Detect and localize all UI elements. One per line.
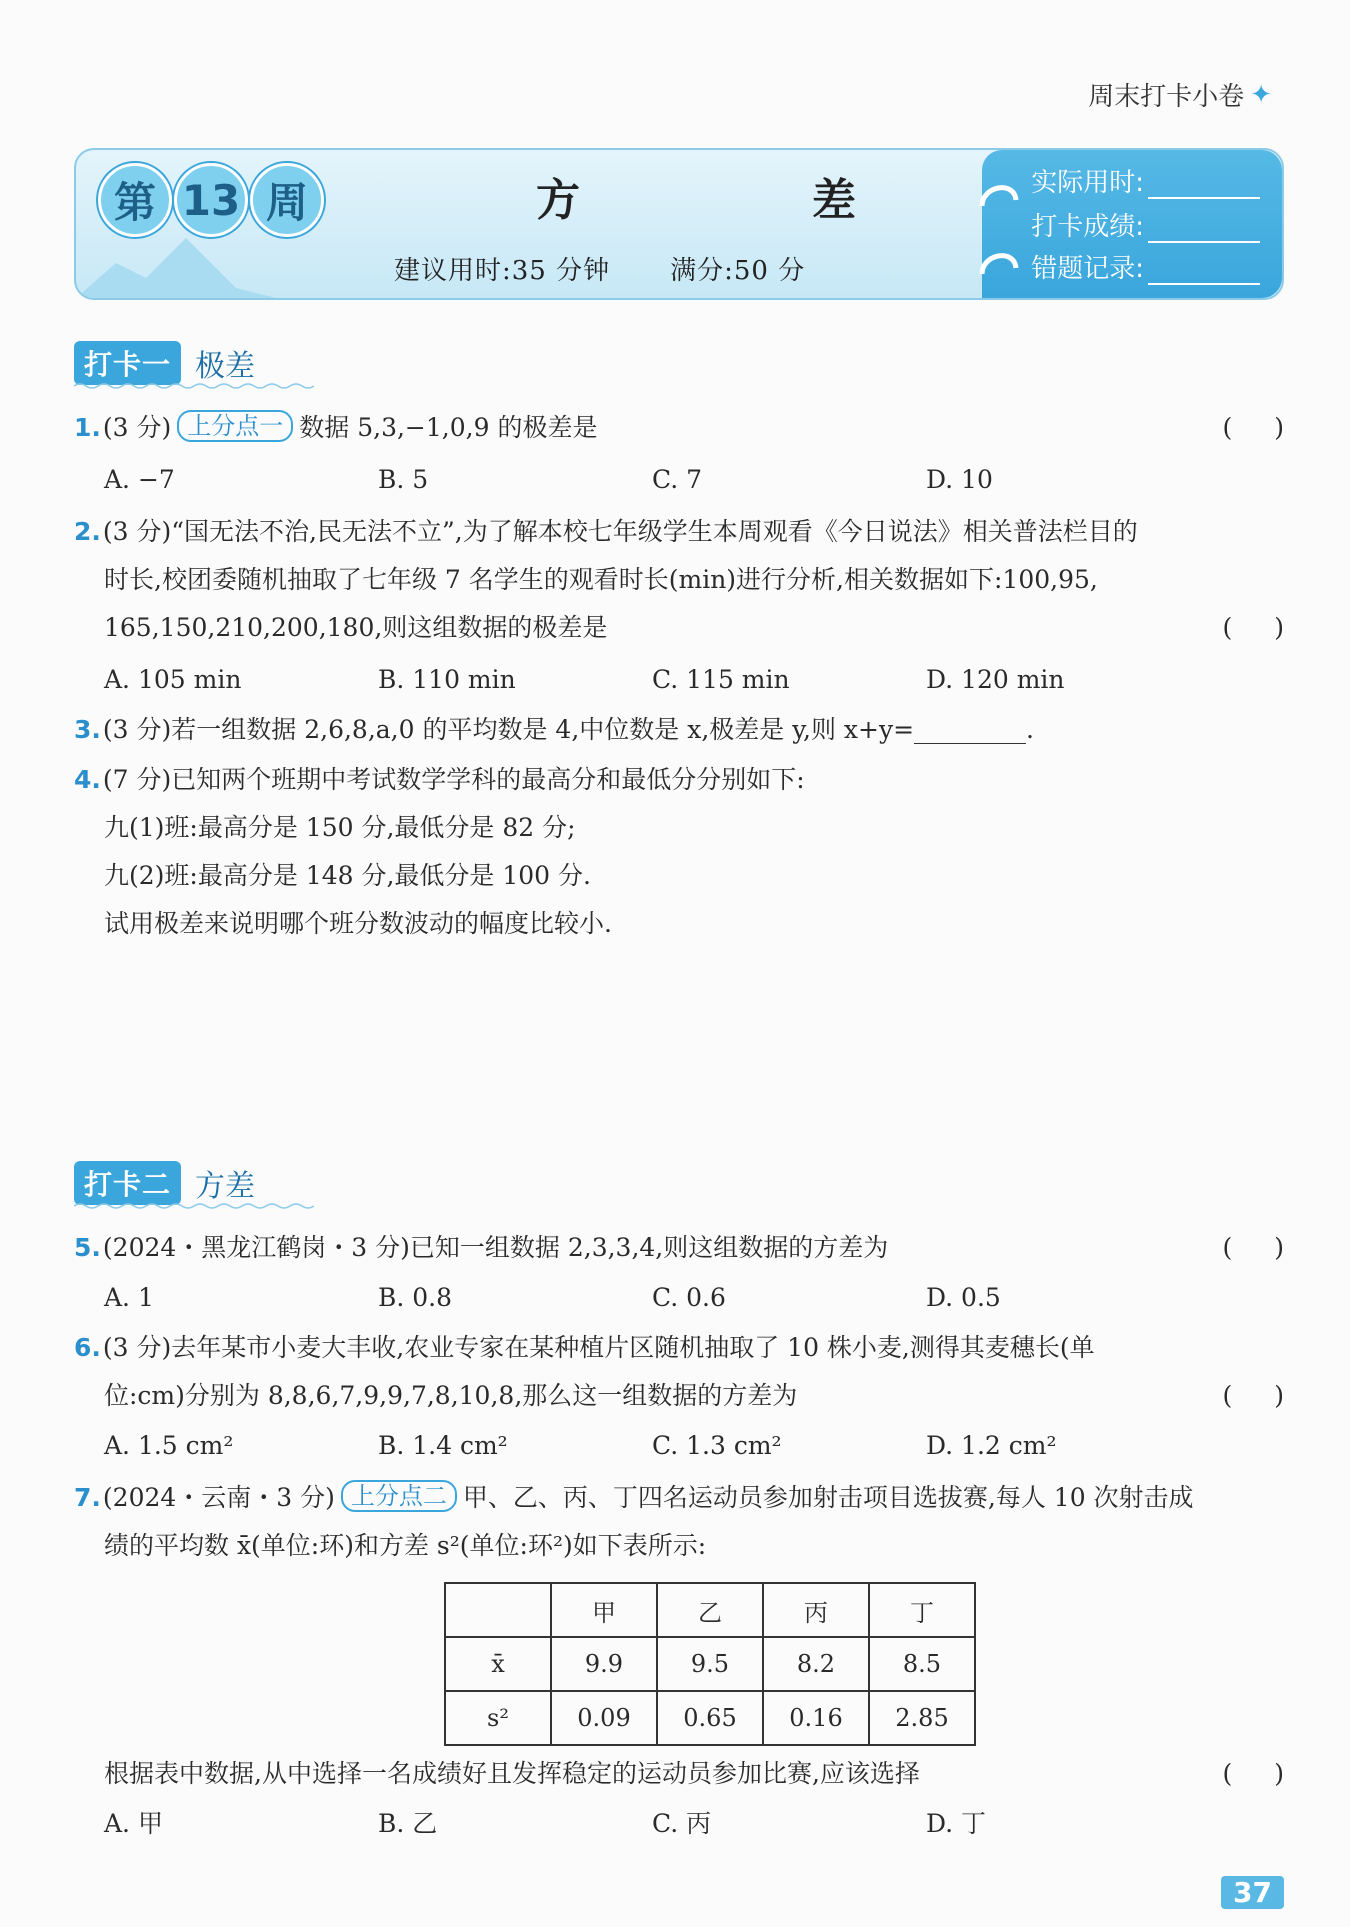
table-cell: 乙 — [657, 1583, 763, 1637]
table-cell: 甲 — [551, 1583, 657, 1637]
table-cell: 0.65 — [657, 1691, 763, 1745]
question-number: 3. — [74, 715, 101, 744]
option-b[interactable]: B. 5 — [378, 465, 429, 494]
wave-divider — [74, 382, 314, 390]
question-number: 2. — [74, 517, 101, 546]
options-q6 — [104, 1422, 1204, 1470]
table-cell: 9.9 — [551, 1637, 657, 1691]
table-cell: s² — [445, 1691, 551, 1745]
option-d[interactable]: D. 120 min — [926, 665, 1065, 694]
week-badge — [98, 160, 324, 240]
errors-line[interactable] — [1148, 261, 1260, 285]
title-left: 方 — [536, 175, 580, 226]
option-c[interactable]: C. 丙 — [652, 1809, 712, 1838]
section-name: 方差 — [195, 1169, 256, 1204]
full-score: 满分:50 分 — [670, 256, 806, 286]
question-text-line3: 165,150,210,200,180,则这组数据的极差是 — [104, 613, 608, 642]
table-cell: 丁 — [869, 1583, 975, 1637]
question-text-line2: 位:cm)分别为 8,8,6,7,9,9,7,8,10,8,那么这一组数据的方差为 — [104, 1381, 798, 1410]
errors-field[interactable] — [1031, 248, 1260, 285]
question-score: (2024・云南・3 分) — [102, 1483, 335, 1512]
question-text-line2: 九(1)班:最高分是 150 分,最低分是 82 分; — [104, 813, 576, 842]
question-number: 4. — [74, 765, 101, 794]
question-number: 6. — [74, 1333, 101, 1362]
option-b[interactable]: B. 0.8 — [378, 1283, 453, 1312]
question-text-line1: (3 分)“国无法不治,民无法不立”,为了解本校七年级学生本周观看《今日说法》相关普法栏目的 — [102, 517, 1138, 546]
option-c[interactable]: C. 7 — [652, 465, 703, 494]
header-banner — [74, 148, 1284, 300]
section-header-range — [74, 340, 255, 386]
option-a[interactable]: A. −7 — [104, 465, 175, 494]
option-b[interactable]: B. 110 min — [378, 665, 516, 694]
question-text: 数据 5,3,−1,0,9 的极差是 — [299, 413, 598, 442]
table-cell: 丙 — [763, 1583, 869, 1637]
question-number: 1. — [74, 413, 101, 442]
answer-bracket[interactable]: () — [1222, 1233, 1326, 1262]
week-suffix: 周 — [250, 163, 324, 237]
week-number: 13 — [174, 163, 248, 237]
options-q2 — [104, 656, 1204, 704]
score-label: 打卡成绩: — [1031, 212, 1144, 242]
section-tag: 打卡二 — [74, 1161, 181, 1205]
section-name: 极差 — [195, 349, 256, 384]
question-text-line1: (7 分)已知两个班期中考试数学学科的最高分和最低分分别如下: — [102, 765, 805, 794]
question-end: . — [1026, 715, 1034, 744]
option-a[interactable]: A. 甲 — [104, 1809, 163, 1838]
question-5 — [74, 1224, 1284, 1272]
table-cell: 0.16 — [763, 1691, 869, 1745]
suggested-time: 建议用时:35 分钟 — [394, 256, 611, 286]
table-cell: 0.09 — [551, 1691, 657, 1745]
question-number: 5. — [74, 1233, 101, 1262]
table-cell — [445, 1583, 551, 1637]
option-d[interactable]: D. 0.5 — [926, 1283, 1001, 1312]
option-a[interactable]: A. 105 min — [104, 665, 242, 694]
option-b[interactable]: B. 1.4 cm² — [378, 1431, 508, 1460]
section-tag: 打卡一 — [74, 341, 181, 385]
question-text-line1: 甲、乙、丙、丁四名运动员参加射击项目选拔赛,每人 10 次射击成 — [462, 1483, 1194, 1512]
question-text-line4: 试用极差来说明哪个班分数波动的幅度比较小. — [104, 909, 612, 938]
table-cell: 8.2 — [763, 1637, 869, 1691]
question-6 — [74, 1324, 1284, 1420]
question-text-line2: 时长,校团委随机抽取了七年级 7 名学生的观看时长(min)进行分析,相关数据如下:100,95, — [104, 565, 1098, 594]
score-field[interactable] — [1031, 206, 1260, 243]
table-header-row — [445, 1583, 975, 1637]
answer-bracket[interactable]: () — [1222, 613, 1326, 642]
answer-blank[interactable] — [914, 714, 1026, 744]
hook-icon — [978, 244, 1020, 278]
question-1 — [74, 404, 1284, 452]
data-table — [444, 1582, 976, 1746]
table-cell: 2.85 — [869, 1691, 975, 1745]
question-2 — [74, 508, 1284, 652]
question-text-line3: 根据表中数据,从中选择一名成绩好且发挥稳定的运动员参加比赛,应该选择 — [104, 1759, 920, 1788]
option-d[interactable]: D. 1.2 cm² — [926, 1431, 1057, 1460]
question-4 — [74, 756, 1284, 948]
answer-bracket[interactable]: () — [1222, 413, 1326, 442]
page-number: 37 — [1221, 1876, 1284, 1909]
question-3 — [74, 706, 1284, 754]
answer-bracket[interactable]: () — [1222, 1381, 1326, 1410]
table-cell: 8.5 — [869, 1637, 975, 1691]
score-point-badge: 上分点一 — [177, 410, 293, 442]
actual-time-label: 实际用时: — [1031, 168, 1144, 198]
option-d[interactable]: D. 10 — [926, 465, 993, 494]
option-a[interactable]: A. 1 — [104, 1283, 154, 1312]
question-text: (3 分)若一组数据 2,6,8,a,0 的平均数是 4,中位数是 x,极差是 y,则 x+y= — [102, 715, 915, 744]
page-title — [536, 164, 856, 228]
score-point-badge: 上分点二 — [341, 1480, 457, 1512]
hook-icon — [978, 176, 1020, 210]
answer-bracket[interactable]: () — [1222, 1759, 1326, 1788]
title-right: 差 — [812, 175, 856, 226]
section-header-variance — [74, 1160, 255, 1206]
sparkle-icon: ✦ — [1250, 79, 1272, 110]
question-text: (2024・黑龙江鹤岗・3 分)已知一组数据 2,3,3,4,则这组数据的方差为 — [102, 1233, 889, 1262]
options-q5 — [104, 1274, 1204, 1322]
score-line[interactable] — [1148, 219, 1260, 243]
option-c[interactable]: C. 1.3 cm² — [652, 1431, 782, 1460]
table-row — [445, 1691, 975, 1745]
question-text-line1: (3 分)去年某市小麦大丰收,农业专家在某种植片区随机抽取了 10 株小麦,测得其麦穗长(单 — [102, 1333, 1095, 1362]
question-text-line2: 绩的平均数 x̄(单位:环)和方差 s²(单位:环²)如下表所示: — [104, 1531, 707, 1560]
options-q1 — [104, 456, 1204, 504]
option-a[interactable]: A. 1.5 cm² — [104, 1431, 234, 1460]
option-b[interactable]: B. 乙 — [378, 1809, 438, 1838]
question-number: 7. — [74, 1483, 101, 1512]
question-text-line3: 九(2)班:最高分是 148 分,最低分是 100 分. — [104, 861, 591, 890]
question-7-prompt — [74, 1750, 1284, 1798]
options-q7 — [104, 1800, 1204, 1848]
option-c[interactable]: C. 115 min — [652, 665, 790, 694]
errors-label: 错题记录: — [1031, 254, 1144, 284]
question-score: (3 分) — [102, 413, 172, 442]
table-cell: 9.5 — [657, 1637, 763, 1691]
table-cell: x̄ — [445, 1637, 551, 1691]
option-d[interactable]: D. 丁 — [926, 1809, 987, 1838]
table-row — [445, 1637, 975, 1691]
banner-subtitle — [394, 250, 805, 287]
question-7 — [74, 1474, 1284, 1570]
series-label — [1088, 76, 1272, 113]
option-c[interactable]: C. 0.6 — [652, 1283, 726, 1312]
actual-time-field[interactable] — [1031, 162, 1260, 199]
week-prefix: 第 — [98, 163, 172, 237]
actual-time-line[interactable] — [1148, 175, 1260, 199]
wave-divider — [74, 1202, 314, 1210]
series-label-text: 周末打卡小卷 — [1088, 82, 1245, 112]
